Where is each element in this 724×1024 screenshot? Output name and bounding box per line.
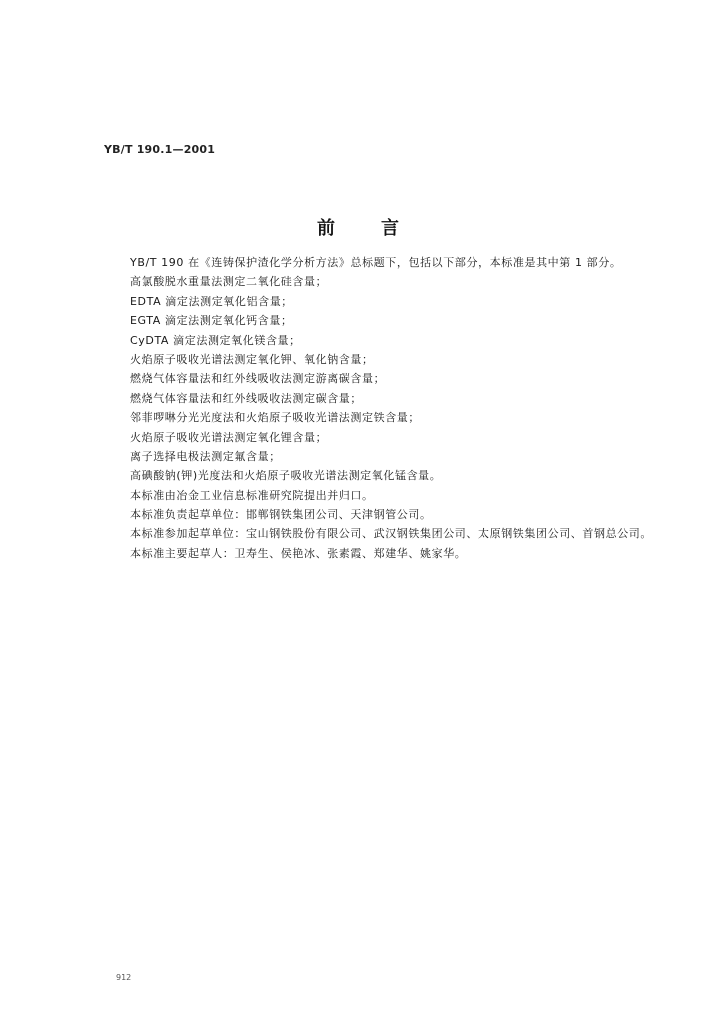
list-item: 邻菲啰啉分光光度法和火焰原子吸收光谱法测定铁含量； [130, 411, 420, 425]
page-title: 前言 [317, 218, 445, 239]
list-item: 燃烧气体容量法和红外线吸收法测定游离碳含量； [130, 372, 386, 386]
list-item: 高碘酸钠(钾)光度法和火焰原子吸收光谱法测定氧化锰含量。 [130, 469, 442, 483]
paragraph-responsible-units: 本标准负责起草单位：邯郸钢铁集团公司、天津钢管公司。 [130, 508, 432, 522]
standard-code-header: YB/T 190.1—2001 [104, 143, 216, 156]
paragraph-intro: YB/T 190 在《连铸保护渣化学分析方法》总标题下，包括以下部分，本标准是其中第 1 部分。 [130, 256, 622, 269]
list-item: 火焰原子吸收光谱法测定氧化钾、氧化钠含量； [130, 352, 374, 366]
list-item: 火焰原子吸收光谱法测定氧化锂含量； [130, 430, 328, 444]
paragraph-drafters: 本标准主要起草人：卫寿生、侯艳冰、张素霞、郑建华、姚家华。 [130, 546, 467, 560]
paragraph-participating-units: 本标准参加起草单位：宝山钢铁股份有限公司、武汉钢铁集团公司、太原钢铁集团公司、首钢总公司。 [130, 527, 652, 541]
body-text [130, 253, 690, 563]
list-item: 离子选择电极法测定氟含量； [130, 449, 281, 463]
list-item: 燃烧气体容量法和红外线吸收法测定碳含量； [130, 391, 362, 405]
paragraph-proposer: 本标准由冶金工业信息标准研究院提出并归口。 [130, 488, 374, 502]
list-item: EDTA 滴定法测定氧化铝含量； [130, 294, 293, 308]
list-item: CyDTA 滴定法测定氧化镁含量； [130, 333, 301, 347]
list-item: 高氯酸脱水重量法测定二氧化硅含量； [130, 275, 328, 289]
page-number: 912 [116, 973, 132, 982]
list-item: EGTA 滴定法测定氧化钙含量； [130, 314, 293, 328]
